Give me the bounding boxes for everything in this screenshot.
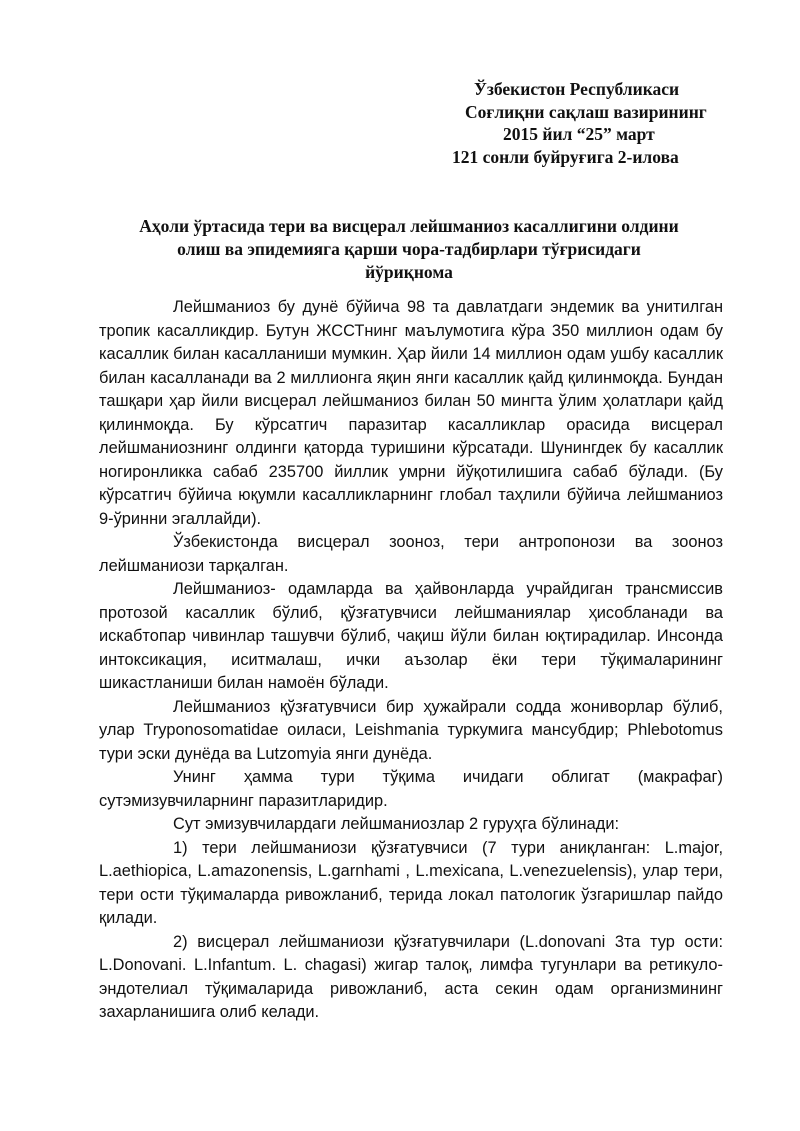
paragraph: Унинг ҳамма тури тўқима ичидаги облигат (макрафаг) сутэмизувчиларнинг паразитларидир. xyxy=(99,768,723,810)
paragraph: Лейшманиоз бу дунё бўйича 98 та давлатдаги эндемик ва унитилган тропик касалликдир. Бутун ЖССТнинг маълумотига кўра 350 миллион одам бу касаллик билан касалланиши мумкин. Ҳар йили 14 миллион одам ушбу касаллик билан касалланади ва 2 миллионга яқин янги касаллик қайд қилинмоқда. Бундан ташқари ҳар йили висцерал лейшманиоз билан 50 мингта ўлим ҳолатлари қайд қилинмоқда. Бу кўрсатгич паразитар касалликлар орасида висцерал лейшманиознинг олдинги қаторда туришини кўрсатади. Шунингдек бу касаллик ногиронликка сабаб 235700 йиллик умрни йўқотилишига сабаб бўлади. (Бу кўрсатгич бўйича юқумли касалликларнинг глобал таҳлили бўйича лейшманиоз 9-ўринни эгаллайди). xyxy=(99,298,723,528)
paragraph: Сут эмизувчилардаги лейшманиозлар 2 гуруҳга бўлинади: xyxy=(173,815,620,833)
paragraph: 1) тери лейшманиози қўзғатувчиси (7 тури аниқланган: L.major, L.aethiopica, L.amazonensis, L.garnhami , L.mexicana, L.venezuelensis), улар тери, тери ости тўқималарда ривожланиб, терида локал патологик ўзгаришлар пайдо қилади. xyxy=(99,838,723,927)
header-line: 121 сонли буйруғига 2-илова xyxy=(452,146,679,167)
header-line: Соғлиқни сақлаш вазирининг xyxy=(465,101,707,122)
order-annex-header xyxy=(452,78,742,168)
document-body xyxy=(99,296,723,1025)
paragraph: 2) висцерал лейшманиози қўзғатувчилари (L.donovani 3та тур ости: L.Donovani. L.Infantum. L. chagasi) жигар талоқ, лимфа тугунлари ва ретикуло- эндотелиал тўқималарида ривожланиб, аста секин одам организмининг захарланишига олиб келади. xyxy=(99,932,723,1021)
header-line: Ўзбекистон Республикаси xyxy=(474,79,680,99)
header-line: 2015 йил “25” март xyxy=(503,124,655,144)
title-line: олиш ва эпидемияга қарши чора-тадбирлари тўғрисидаги xyxy=(177,239,641,259)
paragraph: Ўзбекистонда висцерал зооноз, тери антропонози ва зооноз лейшманиози тарқалган. xyxy=(99,533,723,575)
title-line: йўриқнома xyxy=(365,262,453,282)
title-line: Аҳоли ўртасида тери ва висцерал лейшманиоз касаллигини олдини xyxy=(139,216,679,236)
paragraph: Лейшманиоз- одамларда ва ҳайвонларда учрайдиган трансмиссив протозой касаллик бўлиб, қўзғатувчиси лейшманиялар ҳисобланади ва искабтопар чивинлар ташувчи бўлиб, чақиш йўли билан юқтирадилар. Инсонда интоксикация, иситмалаш, ички аъзолар ёки тери тўқималарининг шикастланиши билан намоён бўлади. xyxy=(99,580,723,692)
paragraph: Лейшманиоз қўзғатувчиси бир ҳужайрали содда жониворлар бўлиб, улар Tryponosomatidae оиласи, Leishmania туркумига мансубдир; Phlebotomus тури эски дунёда ва Lutzomyia янги дунёда. xyxy=(99,697,723,763)
document-title xyxy=(100,215,718,284)
